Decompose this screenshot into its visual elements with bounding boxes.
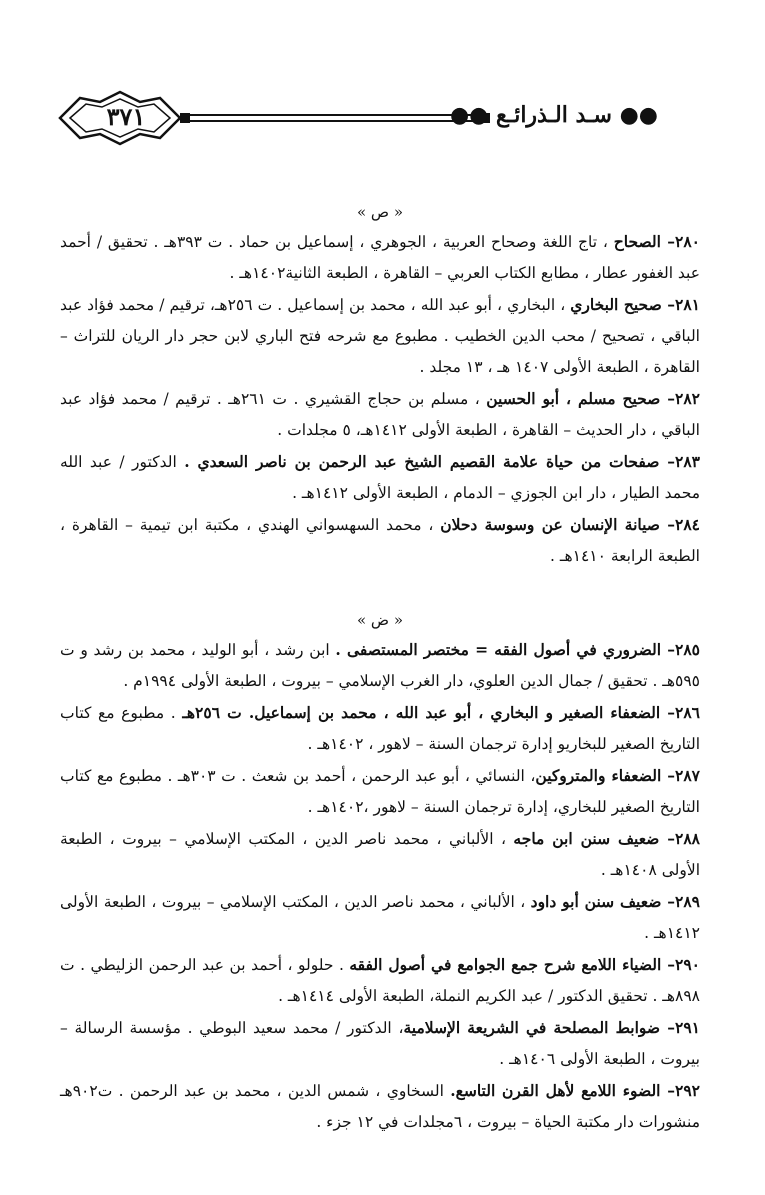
- entry-280: [60, 226, 700, 289]
- entry-title: الضروري في أصول الفقه = مختصر المستصفى .: [335, 640, 668, 659]
- entry-title: الضعفاء والمتروكين: [535, 766, 668, 785]
- entry-title: صحيح مسلم ، أبو الحسين: [486, 389, 668, 408]
- entry-number: ٢٨٢–: [667, 389, 700, 408]
- entry-details: ابن رشد ، أبو الوليد ، محمد بن رشد و ت ٥٩٥هـ . تحقيق / جمال الدين العلوي، دار الغرب الإسلامي – بيروت ، الطبعة الأولى ١٩٩٤م .: [60, 641, 700, 690]
- entry-281: [60, 289, 700, 383]
- entry-title: ضعيف سنن ابن ماجه: [513, 829, 668, 848]
- entry-details: السخاوي ، شمس الدين ، محمد بن عبد الرحمن . ت٩٠٢هـ منشورات دار مكتبة الحياة – بيروت ، ٦مجلدات في ١٢ جزء .: [60, 1082, 700, 1131]
- entry-details: ، الألباني ، محمد ناصر الدين ، المكتب الإسلامي – بيروت ، الطبعة الأولى ١٤١٢هـ .: [60, 893, 700, 942]
- entry-number: ٢٩١–: [667, 1018, 700, 1037]
- entry-286: [60, 697, 700, 760]
- entry-details: ، تاج اللغة وصحاح العربية ، الجوهري ، إسماعيل بن حماد . ت ٣٩٣هـ . تحقيق / أحمد عبد الغفور عطار ، مطابع الكتاب العربي – القاهرة ، الطبعة الثانية١٤٠٢هـ .: [60, 233, 700, 282]
- section-heading: « ض »: [356, 611, 404, 629]
- entry-title: الضوء اللامع لأهل القرن التاسع.: [450, 1081, 668, 1100]
- entry-number: ٢٨٠–: [667, 232, 700, 251]
- bibliography-content: [60, 200, 700, 1138]
- entry-number: ٢٨٤–: [667, 515, 700, 534]
- entry-details: . مطبوع مع كتاب التاريخ الصغير للبخاريو إدارة ترجمان السنة – لاهور ، ١٤٠٢هـ .: [60, 704, 700, 753]
- section-heading: « ص »: [356, 203, 404, 221]
- entry-number: ٢٩٠–: [667, 955, 700, 974]
- page-header: [40, 88, 726, 148]
- entry-title: صحيح البخاري: [570, 295, 668, 314]
- entry-details: ، الألباني ، محمد ناصر الدين ، المكتب الإسلامي – بيروت ، الطبعة الأولى ١٤٠٨هـ .: [60, 830, 700, 879]
- entry-287: [60, 760, 700, 823]
- entry-title: ضوابط المصلحة في الشريعة الإسلامية: [403, 1018, 668, 1037]
- entry-288: [60, 823, 700, 886]
- entry-290: [60, 949, 700, 1012]
- entry-number: ٢٨٦–: [667, 703, 700, 722]
- entry-details: ، مسلم بن حجاج القشيري . ت ٢٦١هـ . ترقيم / محمد فؤاد عبد الباقي ، دار الحديث – القاهرة ، الطبعة الأولى ١٤١٢هـ، ٥ مجلدات .: [60, 390, 700, 439]
- entry-number: ٢٩٢–: [667, 1081, 700, 1100]
- entry-285: [60, 634, 700, 697]
- entry-title: الصحاح: [613, 232, 668, 251]
- entry-details: ، النسائي ، أبو عبد الرحمن ، أحمد بن شعث . ت ٣٠٣هـ . مطبوع مع كتاب التاريخ الصغير للبخاري، إدارة ترجمان السنة – لاهور ،١٤٠٢هـ .: [60, 767, 700, 816]
- entry-289: [60, 886, 700, 949]
- entry-282: [60, 383, 700, 446]
- entry-292: [60, 1075, 700, 1138]
- entry-number: ٢٨٧–: [667, 766, 700, 785]
- entry-number: ٢٨٩–: [667, 892, 700, 911]
- entry-title: صفحات من حياة علامة القصيم الشيخ عبد الرحمن بن ناصر السعدي .: [184, 452, 668, 471]
- entry-title: الضعفاء الصغير و البخاري ، أبو عبد الله ، محمد بن إسماعيل. ت ٢٥٦هـ: [182, 703, 668, 722]
- entry-details: . حلولو ، أحمد بن عبد الرحمن الزليطي . ت ٨٩٨هـ . تحقيق الدكتور / عبد الكريم النملة، الطبعة الأولى ١٤١٤هـ .: [60, 956, 700, 1005]
- entry-number: ٢٨١–: [667, 295, 700, 314]
- running-title: ●● سـد الـذرائـع ●●: [449, 102, 658, 128]
- entry-title: الضياء اللامع شرح جمع الجوامع في أصول الفقه: [349, 955, 668, 974]
- entry-number: ٢٨٣–: [667, 452, 700, 471]
- entry-283: [60, 446, 700, 509]
- entry-number: ٢٨٨–: [667, 829, 700, 848]
- entry-title: صيانة الإنسان عن وسوسة دحلان: [440, 515, 668, 534]
- page-number: ٣٧١: [106, 102, 146, 131]
- entry-details: الدكتور / عبد الله محمد الطيار ، دار ابن الجوزي – الدمام ، الطبعة الأولى ١٤١٢هـ .: [60, 453, 700, 502]
- entry-291: [60, 1012, 700, 1075]
- section-gap: [60, 572, 700, 608]
- entry-title: ضعيف سنن أبو داود: [530, 892, 668, 911]
- entry-number: ٢٨٥–: [667, 640, 700, 659]
- entry-details: ، البخاري ، أبو عبد الله ، محمد بن إسماعيل . ت ٢٥٦هـ، ترقيم / محمد فؤاد عبد الباقي ، تصحيح / محب الدين الخطيب . مطبوع مع شرحه فتح الباري لابن حجر دار الريان للتراث – القاهرة ، الطبعة الأولى ١٤٠٧ هـ ، ١٣ مجلد .: [60, 296, 700, 376]
- entry-details: ، الدكتور / محمد سعيد البوطي . مؤسسة الرسالة – بيروت ، الطبعة الأولى ١٤٠٦هـ .: [60, 1019, 700, 1068]
- entry-284: [60, 509, 700, 572]
- entry-details: ، محمد السهسواني الهندي ، مكتبة ابن تيمية – القاهرة ، الطبعة الرابعة ١٤١٠هـ .: [60, 516, 700, 565]
